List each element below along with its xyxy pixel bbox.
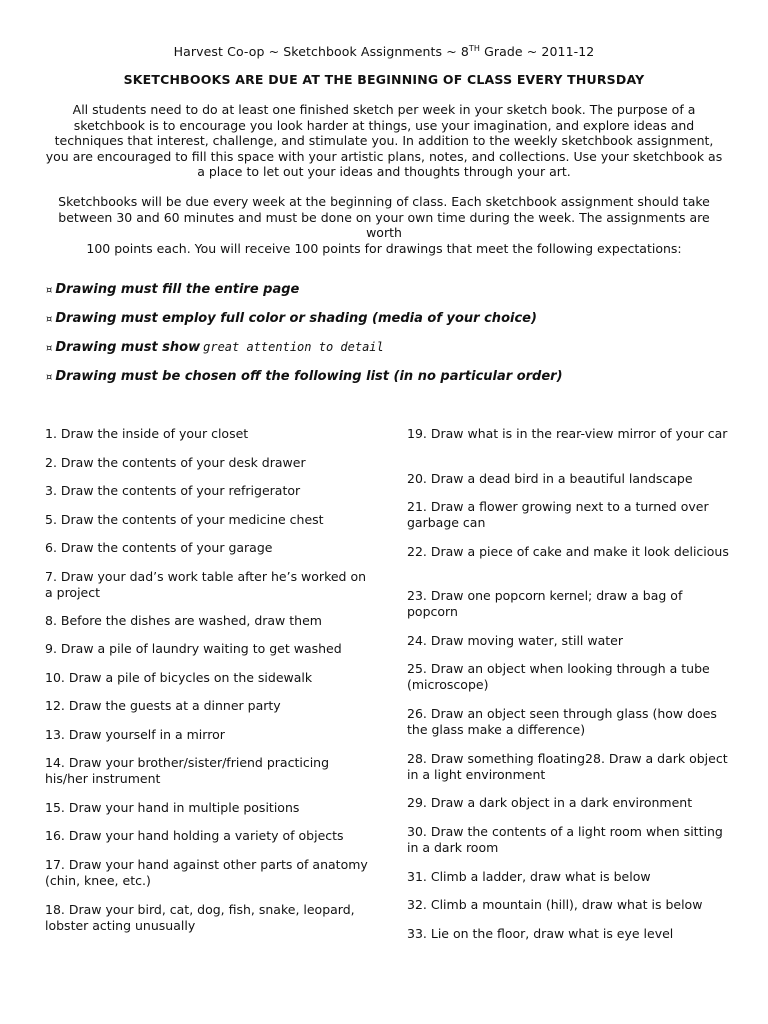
assignment-item: 17. Draw your hand against other parts of anatomy (chin, knee, etc.)	[45, 857, 368, 888]
paragraph-line: you are encouraged to fill this space with your artistic plans, notes, and collections. Use your sketchbook as	[45, 148, 723, 164]
paragraph-line: All students need to do at least one finished sketch per week in your sketch book. The purpose of a	[72, 102, 696, 117]
due-date-heading: SKETCHBOOKS ARE DUE AT THE BEGINNING OF CLASS EVERY THURSDAY	[123, 72, 645, 87]
expectation-tail-text: great attention to detail	[203, 340, 384, 354]
assignment-item: 3. Draw the contents of your refrigerator	[45, 483, 301, 498]
expectation-item	[46, 311, 726, 340]
expectation-text: Drawing must be chosen off the following list (in no particular order)	[55, 369, 563, 384]
assignment-item: 12. Draw the guests at a dinner party	[45, 698, 281, 713]
expectation-text: Drawing must fill the entire page	[55, 282, 300, 297]
assignment-item: 8. Before the dishes are washed, draw them	[45, 613, 322, 628]
assignment-item: 33. Lie on the floor, draw what is eye level	[407, 926, 674, 941]
intro-paragraph-1	[42, 102, 726, 180]
assignment-item: 6. Draw the contents of your garage	[45, 540, 273, 555]
assignment-item: 2. Draw the contents of your desk drawer	[45, 455, 306, 470]
assignment-item: 23. Draw one popcorn kernel; draw a bag of popcorn	[407, 588, 683, 619]
assignment-item: 1. Draw the inside of your closet	[45, 426, 249, 441]
assignment-item: 29. Draw a dark object in a dark environment	[407, 795, 693, 810]
assignment-list-left	[45, 426, 375, 934]
header-text-end: Grade ~ 2011-12	[480, 44, 595, 59]
assignment-item: 5. Draw the contents of your medicine chest	[45, 512, 324, 527]
header-text-start: Harvest Co-op ~ Sketchbook Assignments ~ 8	[173, 44, 469, 59]
assignment-item: 31. Climb a ladder, draw what is below	[407, 869, 651, 884]
assignment-item: 28. Draw something floating28. Draw a dark object in a light environment	[407, 751, 728, 782]
expectation-item	[46, 282, 726, 311]
assignment-item: 24. Draw moving water, still water	[407, 633, 623, 648]
assignment-item: 30. Draw the contents of a light room when sitting in a dark room	[407, 824, 723, 855]
expectations-list	[46, 282, 726, 398]
assignment-list-right	[407, 426, 737, 946]
assignment-item: 13. Draw yourself in a mirror	[45, 727, 225, 742]
assignment-item: 19. Draw what is in the rear-view mirror of your car	[407, 426, 728, 441]
assignment-item: 15. Draw your hand in multiple positions	[45, 800, 300, 815]
assignment-item: 26. Draw an object seen through glass (how does the glass make a difference)	[407, 706, 717, 737]
paragraph-line: 100 points each. You will receive 100 points for drawings that meet the following expectations:	[86, 240, 682, 256]
bullet-icon: ¤	[46, 285, 53, 296]
bullet-icon: ¤	[46, 372, 53, 383]
paragraph-line: a place to let out your ideas and thoughts through your art.	[197, 164, 571, 179]
document-header	[0, 44, 768, 59]
assignment-item: 16. Draw your hand holding a variety of objects	[45, 828, 344, 843]
paragraph-line: techniques that interest, challenge, and stimulate you. In addition to the weekly sketchbook assignment,	[54, 133, 714, 148]
assignment-item: 21. Draw a flower growing next to a turned over garbage can	[407, 499, 709, 530]
assignment-item: 20. Draw a dead bird in a beautiful landscape	[407, 471, 693, 486]
assignment-item: 22. Draw a piece of cake and make it look delicious	[407, 544, 729, 559]
assignment-item: 9. Draw a pile of laundry waiting to get washed	[45, 641, 342, 656]
assignment-item: 10. Draw a pile of bicycles on the sidewalk	[45, 670, 313, 685]
bullet-icon: ¤	[46, 343, 53, 354]
expectation-item	[46, 369, 726, 398]
assignment-item: 14. Draw your brother/sister/friend practicing his/her instrument	[45, 755, 330, 786]
expectation-item	[46, 340, 726, 369]
paragraph-line: Sketchbooks will be due every week at the beginning of class. Each sketchbook assignment should take	[58, 194, 710, 209]
bullet-icon: ¤	[46, 314, 53, 325]
expectation-text: Drawing must show	[55, 340, 201, 355]
assignment-item: 18. Draw your bird, cat, dog, fish, snake, leopard, lobster acting unusually	[45, 902, 355, 933]
assignment-item: 25. Draw an object when looking through a tube (microscope)	[407, 661, 710, 692]
expectation-text: Drawing must employ full color or shading (media of your choice)	[55, 311, 537, 326]
assignment-item: 7. Draw your dad’s work table after he’s worked on a project	[45, 569, 367, 600]
paragraph-line: sketchbook is to encourage you look harder at things, use your imagination, and explore ideas and	[73, 117, 695, 133]
intro-paragraph-2	[42, 194, 726, 256]
header-superscript: TH	[468, 43, 481, 53]
paragraph-line: between 30 and 60 minutes and must be done on your own time during the week. The assignments are worth	[58, 209, 710, 240]
assignment-item: 32. Climb a mountain (hill), draw what is below	[407, 897, 703, 912]
